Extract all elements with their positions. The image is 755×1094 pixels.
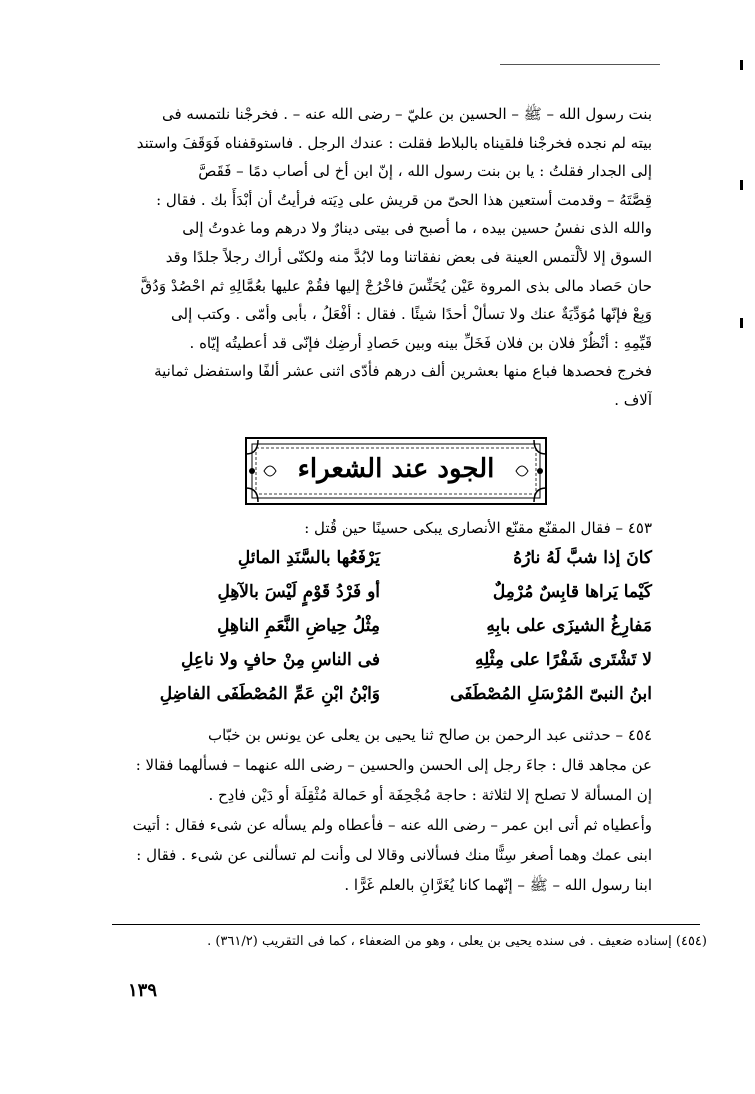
verse-second-hemistich: وَابْنُ ابْنِ عَمِّ المُصْطَفَى الفاضِلِ bbox=[159, 684, 380, 704]
poem-intro: ٤٥٣ – فقال المقنّع مقنّع الأنصارى يبكى حسينًا حين قُتل : bbox=[304, 519, 652, 537]
text-line: بيته لم نجده فخرجْنا فلقيناه بالبلاط فقلت : عندك الرجل . فاستوقفناه فَوَقَفَ واستند bbox=[136, 133, 652, 152]
text-line: عن مجاهد قال : جاءَ رجل إلى الحسن والحسين – رضى الله عنهما – فسألهما فقالا : bbox=[135, 756, 652, 774]
text-line: قَيِّمِهِ : أنْظُرْ فلان بن فلان فَخَلِّ بينه وبين حَصادِ أرضِك فإنّى قد أعطيتُه إيّاه . bbox=[189, 333, 652, 352]
verse-first-hemistich: كَيْما يَراها قابِسٌ مُرْمِلٌ bbox=[492, 582, 652, 602]
poem-verse bbox=[120, 582, 652, 616]
text-line: ٤٥٤ – حدثنى عبد الرحمن بن صالح ثنا يحيى بن يعلى عن يونس بن خبّاب bbox=[208, 726, 652, 744]
verse-first-hemistich: ابنُ النبىّ المُرْسَلِ المُصْطَفَى bbox=[450, 684, 652, 704]
poem-verse bbox=[120, 616, 652, 650]
verse-second-hemistich: مِثْلُ حِياضِ النَّعَمِ الناهِلِ bbox=[217, 616, 380, 636]
verse-first-hemistich: لا تَشْتَرى شَفْرًا على مِثْلِهِ bbox=[475, 650, 652, 670]
text-line: إلى الجدار فقلتُ : يا بن بنت رسول الله ، إنّ ابن أخ لى أصاب دمًا – فَقَصَّ bbox=[198, 162, 652, 181]
verse-second-hemistich: يَرْفَعُها بالسَّنَدِ المائلِ bbox=[237, 548, 380, 568]
text-line: والله الذى نفسُ حسين بيده ، ما أصبح فى بيتى دينارٌ ولا درهم وما غدوتُ إلى bbox=[182, 219, 652, 238]
text-line: بنت رسول الله – ﷺ – الحسين بن عليّ – رضى الله عنه – . فخرجْنا نلتمسه فى bbox=[161, 105, 652, 123]
verse-second-hemistich: أو فَرْدُ قَوْمٍ لَيْسَ بالآهِلِ bbox=[217, 582, 380, 602]
edge-mark bbox=[740, 180, 743, 190]
page-number: ١٣٩ bbox=[128, 980, 158, 1001]
narrative-paragraph bbox=[112, 100, 652, 415]
text-line: قِصَّتَهُ – وقدمت أستعين هذا الحىّ من قريش على دِيَته فرأيتُ أن أبْدَأَ بك . فقال : bbox=[156, 190, 652, 209]
top-rule bbox=[500, 64, 660, 65]
poem-verse bbox=[120, 548, 652, 582]
section-heading-frame bbox=[244, 436, 548, 506]
text-line: ابنا رسول الله – ﷺ – إنّهما كانا يُغَرَّانِ بالعلم غَرًّا . bbox=[344, 876, 652, 894]
text-line: إن المسألة لا تصلح إلا لثلاثة : حاجة مُجْحِفَة أو حَمالة مُثْقِلَة أو دَيْن فادِح . bbox=[208, 786, 652, 804]
footnote: (٤٥٤) إسناده ضعيف . فى سنده يحيى بن يعلى ، وهو من الضعفاء ، كما فى التقريب (٣٦١/٢) . bbox=[207, 934, 707, 949]
verse-first-hemistich: كانَ إذا شبَّ لَهُ نارُهُ bbox=[513, 548, 652, 568]
section-heading: الجود عند الشعراء bbox=[297, 454, 495, 484]
text-line: وَبِعْ فإنّها مُوَدِّيَةٌ عنك ولا تسألْ أحدًا شيئًا . فقال : أفْعَلُ ، بأبى وأمّى . وكتب إلى bbox=[171, 305, 652, 324]
verse-first-hemistich: مَفارِغُ الشيزَى على بابِهِ bbox=[486, 616, 652, 636]
text-line: آلاف . bbox=[614, 390, 652, 409]
footnote-rule bbox=[112, 924, 700, 925]
poem bbox=[120, 548, 652, 718]
text-line: وأعطياه ثم أتى ابن عمر – رضى الله عنه – فأعطاه ولم يسأله عن شىء فقال : أتيت bbox=[132, 816, 652, 834]
text-line: ابنى عمك وهما أصغر سِنًّا منك فسألانى وقالا لى وأنت لم تسألنى عن شىء . فقال : bbox=[136, 846, 652, 864]
text-line: فخرج فحصدها فباع منها بعشرين ألف درهم فأدّى اثنى عشر ألفًا واستفضل ثمانية bbox=[154, 362, 652, 381]
poem-verse bbox=[120, 684, 652, 718]
edge-mark bbox=[740, 60, 743, 70]
text-line: السوق إلا لألْتمس العينة فى بعض نفقاتنا وما لابُدَّ منه ولكنّى أراك رجلاً جلدًا وقد bbox=[165, 247, 652, 266]
edge-mark bbox=[740, 318, 743, 328]
narrative-paragraph bbox=[112, 720, 652, 900]
verse-second-hemistich: فى الناسِ مِنْ حافٍ ولا ناعِلِ bbox=[180, 650, 380, 670]
poem-verse bbox=[120, 650, 652, 684]
text-line: حان حَصاد مالى بذى المروة عَيْن يُحَنِّسَ فاخْرُجْ إليها فقُمْ عليها بعُمَّالِهِ ثم احْصُدْ وَدُقَّ bbox=[140, 276, 652, 295]
